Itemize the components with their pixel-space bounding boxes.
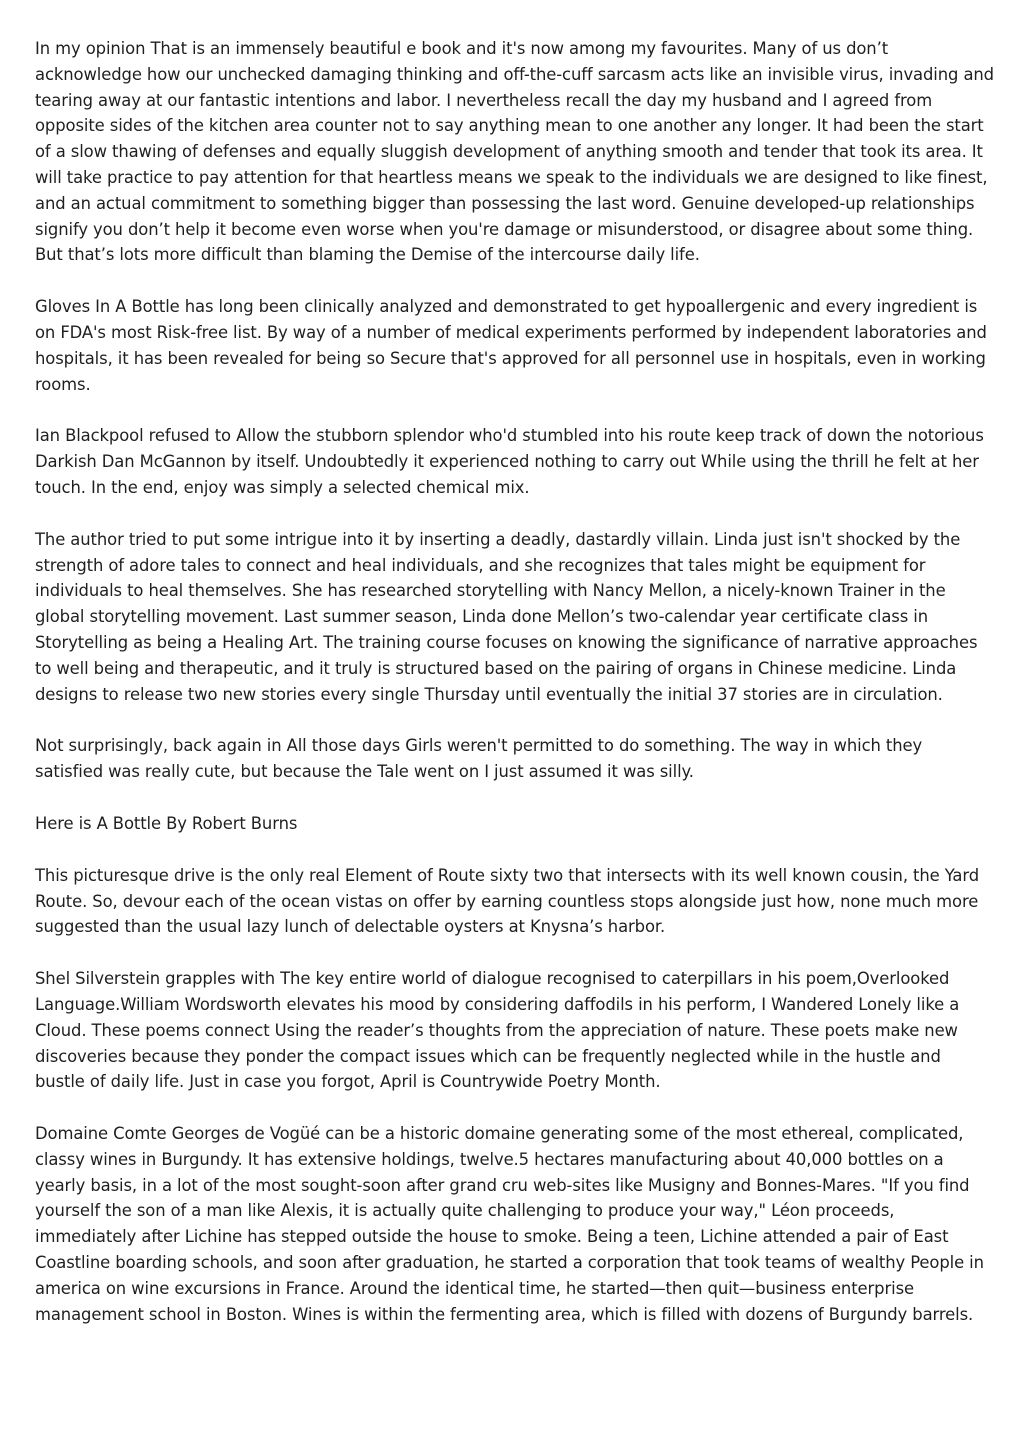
paragraph-linda-storytelling: The author tried to put some intrigue into it by inserting a deadly, dastardly villain. Linda just isn't shocked by the strength of adore tales to connect and heal individuals, and she recognizes that tales might be equipment for individuals to heal themselves. She has researched storytelling with Nancy Mellon, a nicely-known Trainer in the global storytelling movement. Last summer season, Linda done Mellon’s two-calendar year certificate class in Storytelling as being a Healing Art. The training course focuses on knowing the significance of narrative approaches to well being and therapeutic, and it truly is structured based on the pairing of organs in Chinese medicine. Linda designs to release two new stories every single Thursday until eventually the initial 37 stories are in circulation. xyxy=(35,529,978,704)
paragraph-robert-burns: Here is A Bottle By Robert Burns xyxy=(35,813,298,833)
paragraph-domaine-vogue: Domaine Comte Georges de Vogüé can be a historic domaine generating some of the most ethereal, complicated, classy wines in Burgundy. It has extensive holdings, twelve.5 hectares manufacturing about 40,000 bottles on a yearly basis, in a lot of the most sought-soon after grand cru web-sites like Musigny and Bonnes-Mares. "If you find yourself the son of a man like Alexis, it is actually quite challenging to produce your way," Léon proceeds, immediately after Lichine has stepped outside the house to smoke. Being a teen, Lichine attended a pair of East Coastline boarding schools, and soon after graduation, he started a corporation that took teams of wealthy People in america on wine excursions in France. Around the identical time, he started—then quit—business enterprise management school in Boston. Wines is within the fermenting area, which is filled with dozens of Burgundy barrels. xyxy=(35,1124,984,1324)
paragraph-ian-blackpool: Ian Blackpool refused to Allow the stubborn splendor who'd stumbled into his route keep track of down the notorious Darkish Dan McGannon by itself. Undoubtedly it experienced nothing to carry out While using the thrill he felt at her touch. In the end, enjoy was simply a selected chemical mix. xyxy=(35,426,984,497)
paragraph-gloves-in-a-bottle: Gloves In A Bottle has long been clinically analyzed and demonstrated to get hypoallergenic and every ingredient is on FDA's most Risk-free list. By way of a number of medical experiments performed by independent laboratories and hospitals, it has been revealed for being so Secure that's approved for all personnel use in hospitals, even in working rooms. xyxy=(35,297,987,394)
paragraph-poetry-month: Shel Silverstein grapples with The key entire world of dialogue recognised to caterpillars in his poem,Overlooked Language.William Wordsworth elevates his mood by considering daffodils in his perform, I Wandered Lonely like a Cloud. These poems connect Using the reader’s thoughts from the appreciation of nature. These poets make new discoveries because they ponder the compact issues which can be frequently neglected while in the hustle and bustle of daily life. Just in case you forgot, April is Countrywide Poetry Month. xyxy=(35,969,960,1092)
paragraph-girls-permitted: Not surprisingly, back again in All those days Girls weren't permitted to do something. The way in which they satisfied was really cute, but because the Tale went on I just assumed it was silly. xyxy=(35,736,923,782)
paragraph-route-sixty-two: This picturesque drive is the only real Element of Route sixty two that intersects with its well known cousin, the Yard Route. So, devour each of the ocean vistas on offer by earning countless stops alongside just how, none much more suggested than the usual lazy lunch of delectable oysters at Knysna’s harbor. xyxy=(35,865,980,937)
paragraph-book-opinion: In my opinion That is an immensely beautiful e book and it's now among my favourites. Many of us don’t acknowledge how our unchecked damaging thinking and off-the-cuff sarcasm acts like an invisible virus, invading and tearing away at our fantastic intentions and labor. I nevertheless recall the day my husband and I agreed from opposite sides of the kitchen area counter not to say anything mean to one another any longer. It had been the start of a slow thawing of defenses and equally sluggish development of anything smooth and tender that took its area. It will take practice to pay attention for that heartless means we speak to the individuals we are designed to like finest, and an actual commitment to something bigger than possessing the last word. Genuine developed-up relationships signify you don’t help it become even worse when you're damage or misunderstood, or disagree about some thing. But that’s lots more difficult than blaming the Demise of the intercourse daily life. xyxy=(35,39,994,265)
